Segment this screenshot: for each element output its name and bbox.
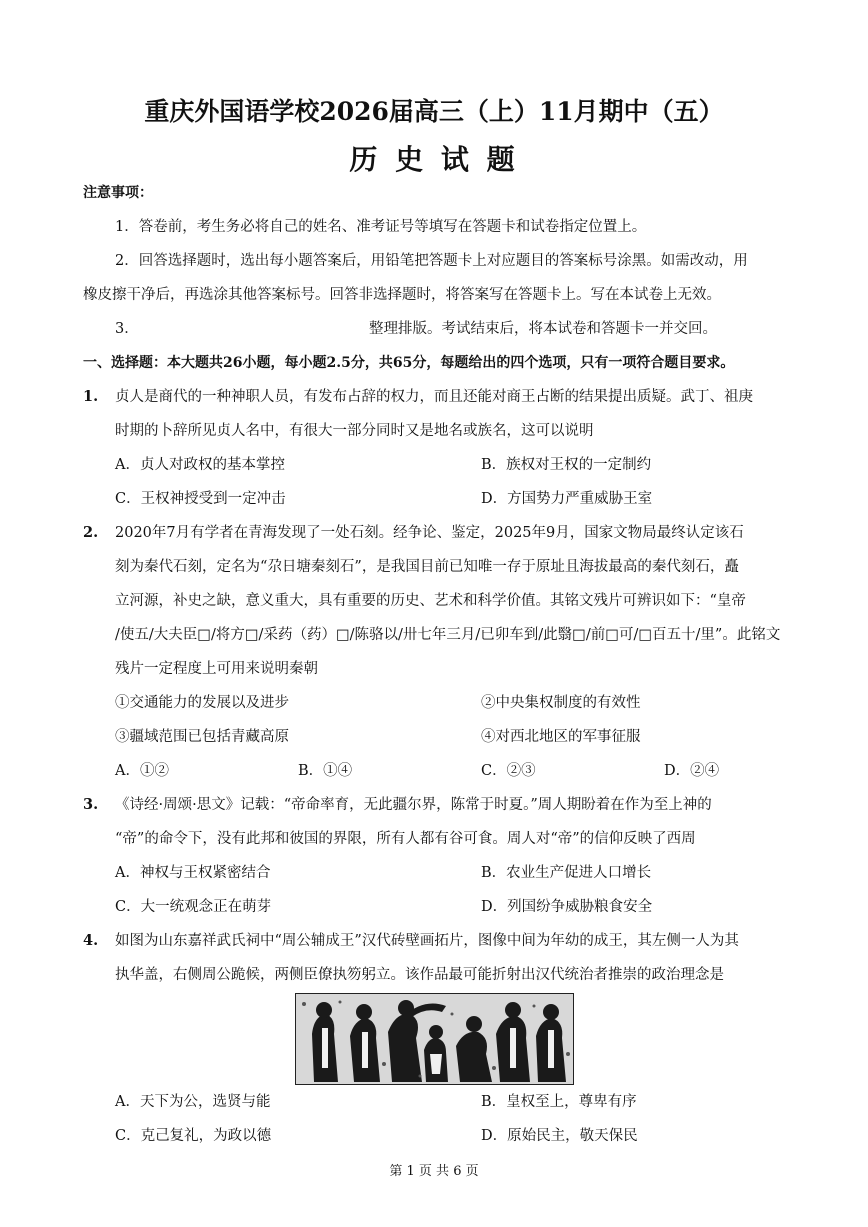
question-2-item-2: ②中央集权制度的有效性 [481, 695, 641, 711]
note-1: 1．答卷前，考生务必将自己的姓名、准考证号等填写在答题卡和试卷指定位置上。 [115, 219, 647, 235]
question-3-option-d: D．列国纷争威胁粮食安全 [481, 899, 653, 915]
question-2-option-c: C．②③ [481, 763, 536, 779]
question-2-text-line-3: 立河源，补史之缺，意义重大，具有重要的历史、艺术和科学价值。其铭文残片可辨识如下：“皇帝 [115, 593, 746, 609]
exam-title: 重庆外国语学校2026届高三（上）11月期中（五） [144, 97, 724, 126]
question-2-option-b: B．①④ [298, 763, 353, 779]
rubbing-figures [296, 994, 573, 1084]
question-1-option-c: C．王权神授受到一定冲击 [115, 491, 286, 507]
question-4-option-a: A．天下为公，选贤与能 [115, 1094, 271, 1110]
note-2-line-2: 橡皮擦干净后，再选涂其他答案标号。回答非选择题时，将答案写在答题卡上。写在本试卷上无效。 [83, 287, 721, 303]
question-3-text-line-2: “帝”的命令下，没有此邦和彼国的界限，所有人都有谷可食。周人对“帝”的信仰反映了西周 [115, 831, 696, 847]
question-1-text-line-1: 贞人是商代的一种神职人员，有发布占辞的权力，而且还能对商王占断的结果提出质疑。武丁、祖庚 [115, 389, 753, 405]
han-rubbing-image [295, 993, 574, 1085]
question-3-option-b: B．农业生产促进人口增长 [481, 865, 652, 881]
question-3-number: 3. [83, 796, 99, 813]
question-1-option-a: A．贞人对政权的基本掌控 [115, 457, 285, 473]
subject-title: 历 史 试 题 [349, 143, 519, 176]
question-1-text-line-2: 时期的卜辞所见贞人名中，有很大一部分同时又是地名或族名，这可以说明 [115, 423, 594, 439]
question-2-text-line-4: /使五/大夫臣□/将方□/采药（药）□/陈骆以/卅七年三月/已卯车到/此翳□/前□可/□百五十/里”。此铭文 [115, 627, 781, 643]
question-2-number: 2. [83, 524, 99, 541]
question-2-text-line-2: 刻为秦代石刻，定名为“尕日塘秦刻石”，是我国目前已知唯一存于原址且海拔最高的秦代刻石，矗 [115, 559, 739, 575]
question-2-text-line-5: 残片一定程度上可用来说明秦朝 [115, 661, 318, 677]
note-3-text: 整理排版。考试结束后，将本试卷和答题卡一并交回。 [369, 321, 717, 337]
question-3-text-line-1: 《诗经·周颂·思文》记载：“帝命率育，无此疆尔界，陈常于时夏。”周人期盼着在作为至上神的 [115, 797, 712, 813]
question-4-text-line-1: 如图为山东嘉祥武氏祠中“周公辅成王”汉代砖壁画拓片，图像中间为年幼的成王，其左侧一人为其 [115, 933, 739, 949]
question-4-option-d: D．原始民主，敬天保民 [481, 1128, 638, 1144]
question-4-option-b: B．皇权至上，尊卑有序 [481, 1094, 637, 1110]
note-2-line-1: 2．回答选择题时，选出每小题答案后，用铅笔把答题卡上对应题目的答案标号涂黑。如需改动，用 [115, 253, 748, 269]
question-4-text-line-2: 执华盖，右侧周公跪候，两侧臣僚执笏躬立。该作品最可能折射出汉代统治者推崇的政治理念是 [115, 967, 724, 983]
question-4-number: 4. [83, 932, 99, 949]
question-1-option-b: B．族权对王权的一定制约 [481, 457, 652, 473]
question-1-number: 1. [83, 388, 99, 405]
note-3-number: 3． [115, 321, 139, 337]
question-2-item-3: ③疆域范围已包括青藏高原 [115, 729, 289, 745]
question-2-option-a: A．①② [115, 763, 169, 779]
question-3-option-c: C．大一统观念正在萌芽 [115, 899, 272, 915]
question-2-text-line-1: 2020年7月有学者在青海发现了一处石刻。经争论、鉴定，2025年9月，国家文物局最终认定该石 [115, 525, 744, 541]
question-2-item-1: ①交通能力的发展以及进步 [115, 695, 289, 711]
question-2-option-d: D．②④ [664, 763, 720, 779]
section-heading: 一、选择题：本大题共26小题，每小题2.5分，共65分，每题给出的四个选项，只有一项符合题目要求。 [83, 355, 735, 371]
question-2-item-4: ④对西北地区的军事征服 [481, 729, 641, 745]
page-footer: 第 1 页 共 6 页 [389, 1164, 479, 1179]
question-3-option-a: A．神权与王权紧密结合 [115, 865, 271, 881]
notes-heading: 注意事项： [83, 185, 153, 201]
question-1-option-d: D．方国势力严重威胁王室 [481, 491, 653, 507]
question-4-option-c: C．克己复礼，为政以德 [115, 1128, 272, 1144]
